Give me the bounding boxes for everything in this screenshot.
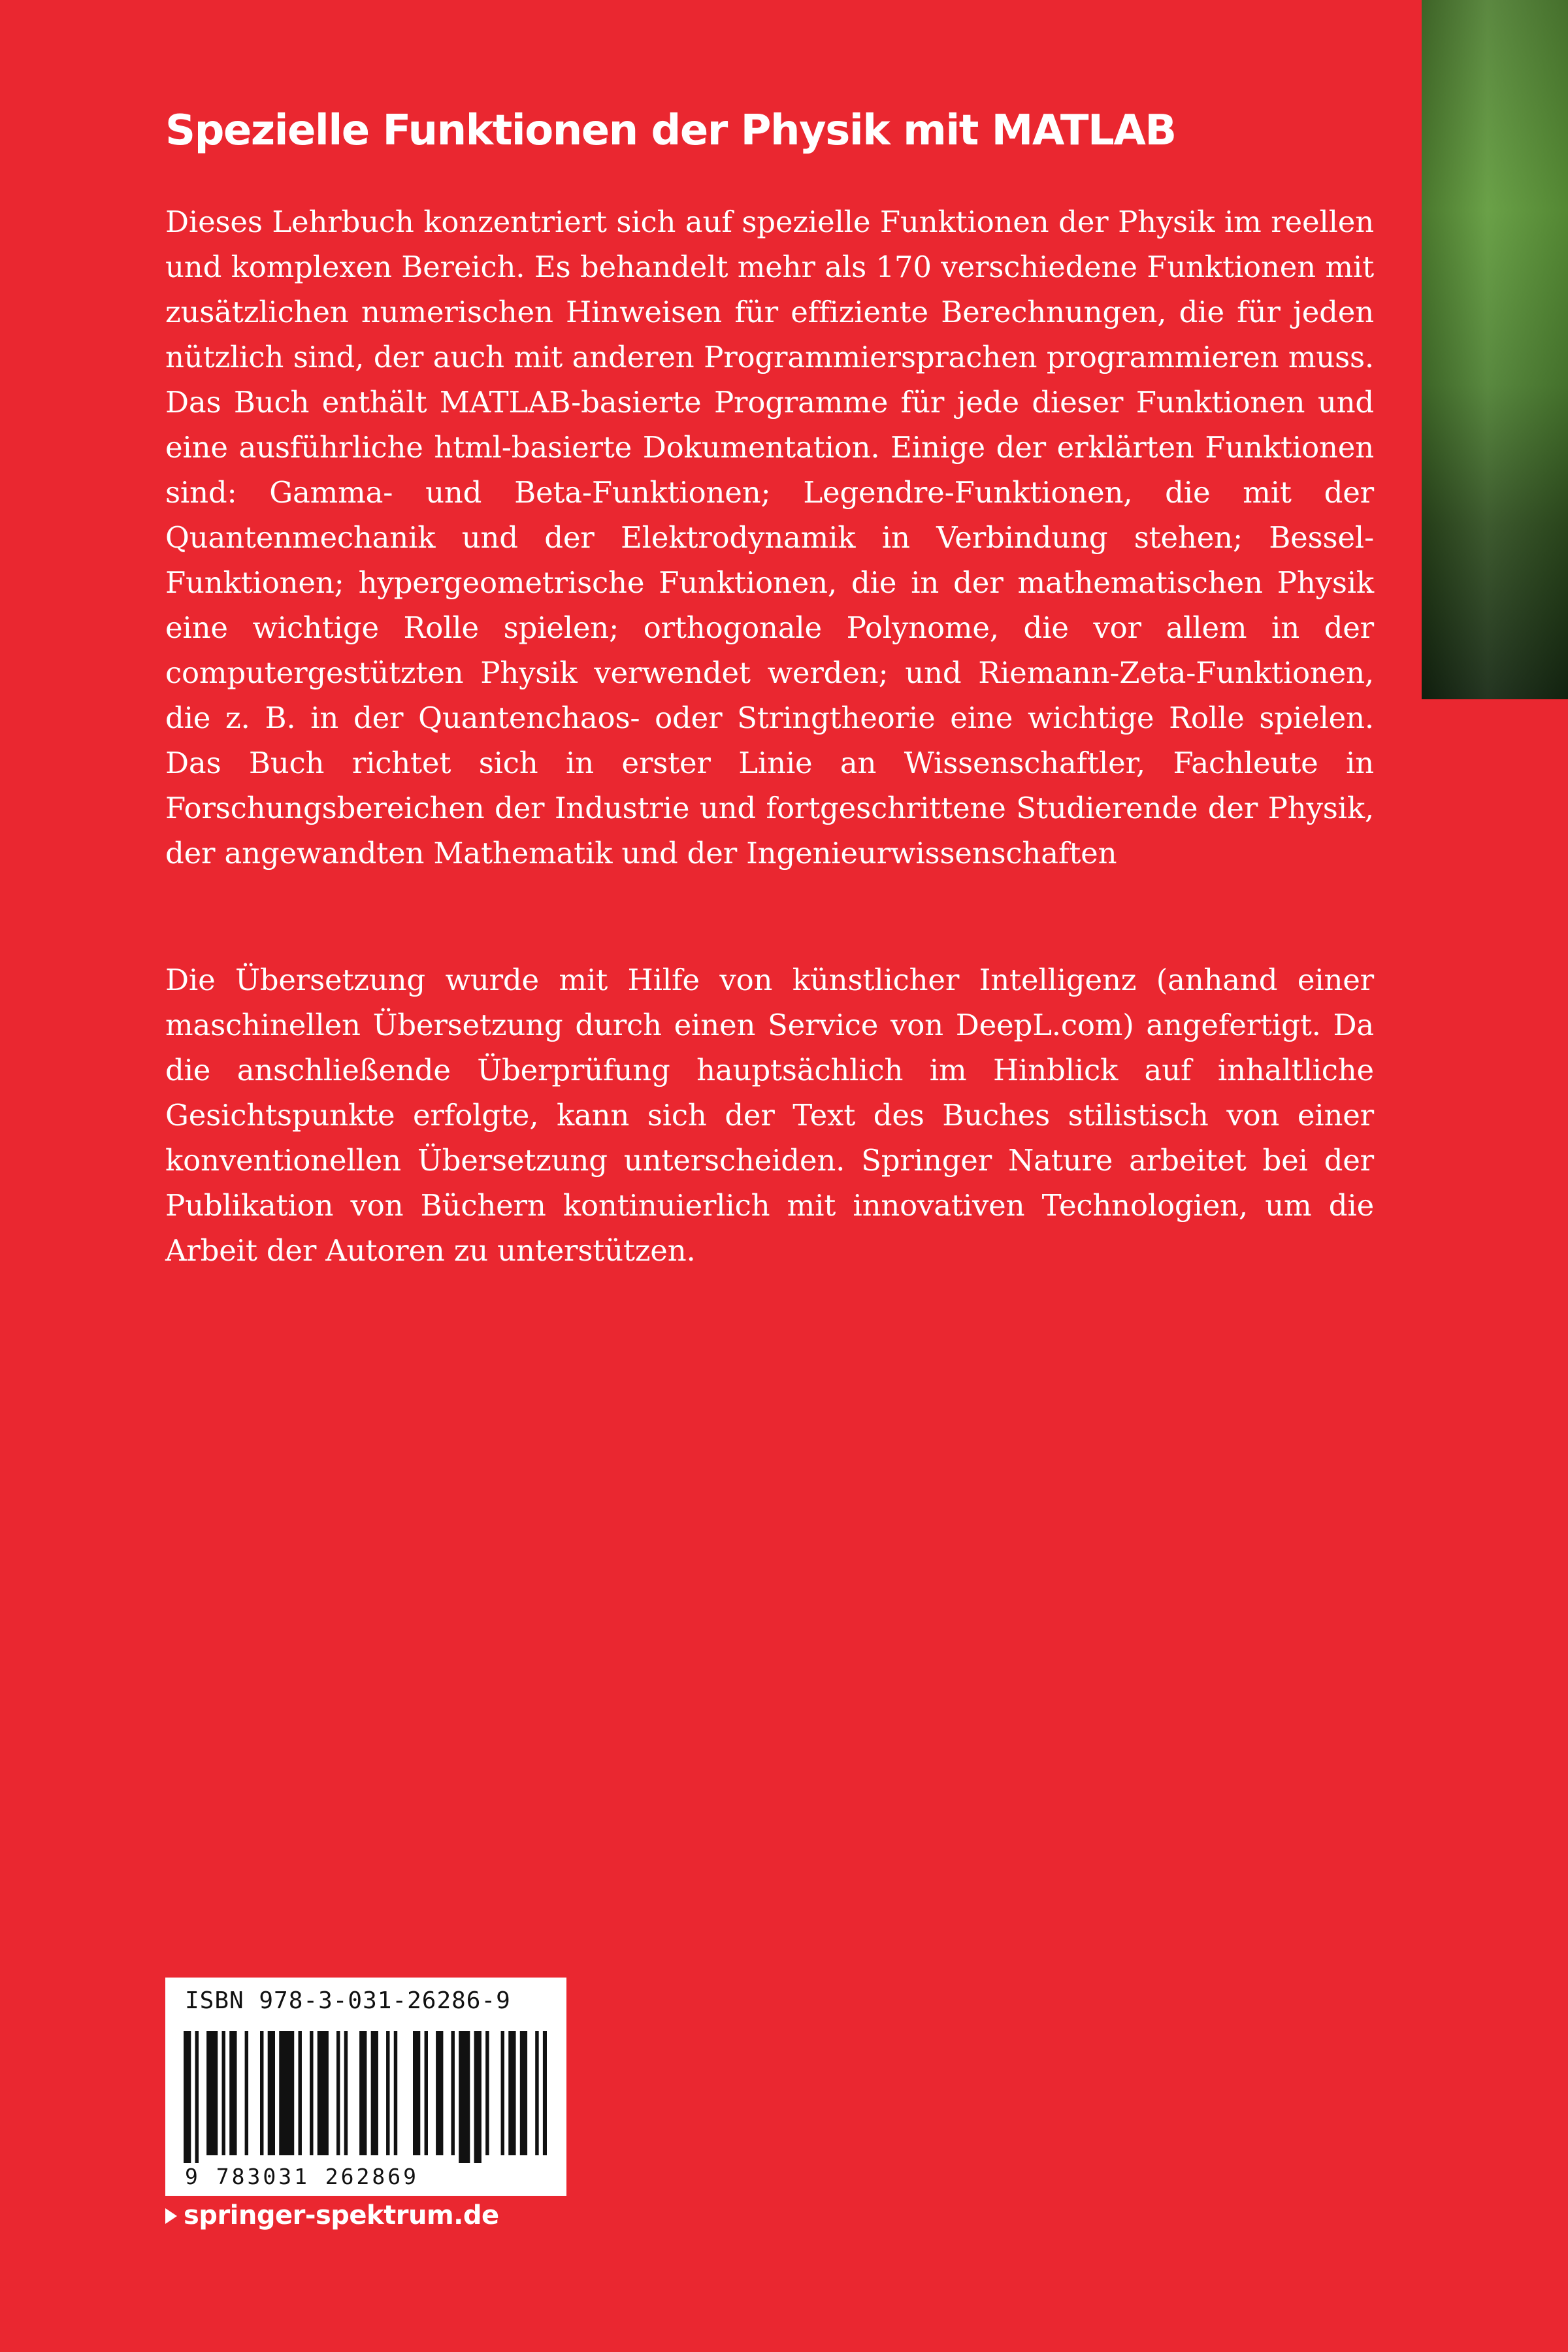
barcode-bar: [508, 2031, 515, 2155]
barcode-bar: [318, 2031, 329, 2155]
book-description: Dieses Lehrbuch konzentriert sich auf spezielle Funktionen der Physik im reellen und komplexen Bereich. Es behandelt mehr als 170 verschiedene Funktionen mit zusätzlichen numerischen Hinweisen für effiziente Berechnungen, die für jeden nützlich sind, der auch mit anderen Programmiersprachen programmieren muss. Das Buch enthält MATLAB-basierte Programme für jede dieser Funktionen und eine ausführliche html-basierte Dokumentation. Einige der erklärten Funktionen sind: Gamma- und Beta-Funktionen; Legendre-Funktionen, die mit der Quantenmechanik und der Elektrodynamik in Verbindung stehen; Bessel-Funktionen; hypergeometrische Funktionen, die in der mathematischen Physik eine wichtige Rolle spielen; orthogonale Polynome, die vor allem in der computergestützten Physik verwendet werden; und Riemann-Zeta-Funktionen, die z. B. in der Quantenchaos- oder Stringtheorie eine wichtige Rolle spielen. Das Buch richtet sich in erster Linie an Wissenschaftler, Fachleute in Forschungsbereichen der Industrie und fortgeschrittene Studierende der Physik, der angewandten Mathematik und der Ingenieurwissenschaften: [165, 205, 1374, 870]
barcode-bar: [229, 2031, 237, 2155]
barcode-bar: [436, 2031, 443, 2155]
barcode-bar: [459, 2031, 470, 2163]
barcode-bar: [310, 2031, 313, 2155]
isbn-label: ISBN 978-3-031-26286-9: [185, 1987, 511, 2014]
barcode-digits: 9 783031 262869: [185, 2164, 419, 2189]
barcode-bar: [394, 2031, 397, 2155]
barcode-bar: [386, 2031, 389, 2155]
barcode-bar: [371, 2031, 378, 2155]
barcode-bar: [543, 2031, 547, 2155]
barcode-bar: [260, 2031, 263, 2155]
barcode-bar: [451, 2031, 455, 2155]
barcode-bar: [195, 2031, 199, 2163]
publisher-website-text: springer-spektrum.de: [184, 2200, 499, 2230]
barcode-bar: [268, 2031, 275, 2155]
barcode-bar: [501, 2031, 504, 2155]
barcode-bar: [299, 2031, 302, 2155]
barcode-bar: [279, 2031, 294, 2155]
barcode-bar: [474, 2031, 482, 2163]
barcode-bar: [359, 2031, 367, 2155]
barcode-icon: [181, 2031, 547, 2163]
barcode-bar: [535, 2031, 538, 2155]
translation-note: Die Übersetzung wurde mit Hilfe von künstlicher Intelligenz (anhand einer maschinellen Übersetzung durch einen Service von DeepL.com) angefertigt. Da die anschließende Überprüfung hauptsächlich im Hinblick auf inhaltliche Gesichtspunkte erfolgte, kann sich der Text des Buches stilistisch von einer konventionellen Übersetzung unterscheiden. Springer Nature arbeitet bei der Publikation von Büchern kontinuierlich mit innovativen Technologien, um die Arbeit der Autoren zu unterstützen.: [165, 963, 1374, 1268]
barcode-bar: [520, 2031, 527, 2155]
barcode-bar: [206, 2031, 218, 2155]
isbn-barcode-block: [165, 1978, 566, 2196]
green-spine-gradient: [1422, 0, 1568, 699]
barcode-bar: [184, 2031, 191, 2163]
barcode-bar: [485, 2031, 489, 2155]
barcode-bar: [222, 2031, 225, 2155]
barcode-bar: [344, 2031, 348, 2155]
book-title: Spezielle Funktionen der Physik mit MATLAB: [165, 107, 1176, 155]
barcode-bar: [413, 2031, 420, 2155]
arrow-right-icon: [165, 2208, 177, 2224]
barcode-bar: [245, 2031, 248, 2155]
barcode-bar: [425, 2031, 428, 2155]
publisher-website: [165, 2202, 499, 2228]
barcode-bar: [336, 2031, 340, 2155]
